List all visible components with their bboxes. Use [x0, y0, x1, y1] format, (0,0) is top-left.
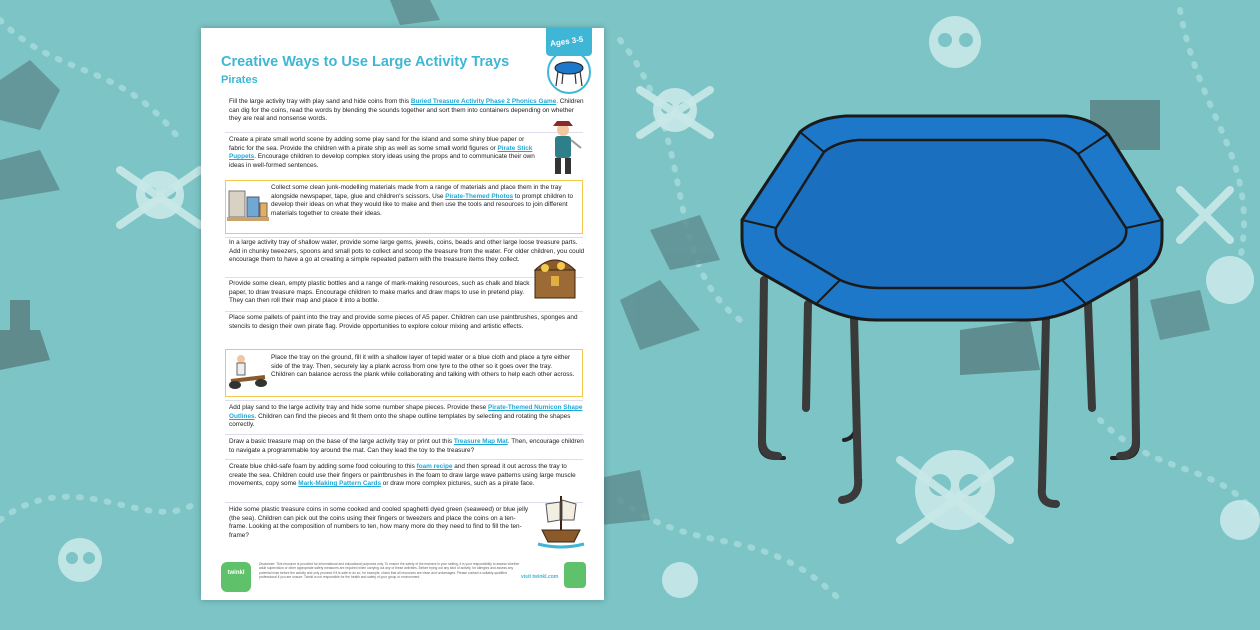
age-label: Ages 3-5	[549, 34, 584, 49]
activity-paragraph-5: Provide some clean, empty plastic bottles and a range of mark-making resources, such as chalk and black paper, to draw treasure maps. Encourage children to make marks and draw maps to use in pretend play. They can then roll their map and place it into a bottle.	[229, 280, 530, 305]
page-title: Creative Ways to Use Large Activity Trays	[221, 54, 510, 70]
numicon-shape-outlines-link[interactable]: Pirate-Themed Numicon Shape Outlines	[229, 404, 583, 420]
treasure-map-mat-link[interactable]: Treasure Map Mat	[453, 438, 508, 445]
page-subtitle: Pirates	[221, 74, 258, 86]
treasure-chest-icon	[531, 250, 579, 306]
activity-paragraph-8: Add play sand to the large activity tray and hide some number shape pieces. Provide these Pirate-Themed Numicon Shape Outlines. Children can find the pieces and fit them onto the shape outline templates by selecting and rotating the shapes correctly.	[229, 404, 583, 429]
pirate-character-icon	[541, 118, 585, 178]
age-badge	[546, 28, 592, 92]
activity-paragraph-4: In a large activity tray of shallow water, provide some large gems, jewels, coins, beads and other large loose treasure parts. Add in chunky tweezers, spoons and small pots to collect and scoop the treasure from the water. For older children, you could encourage them to have a go at creating a simple repeated pattern with the treasure items they collect.	[229, 239, 585, 264]
pirate-themed-photos-link[interactable]: Pirate-Themed Photos	[445, 192, 514, 200]
disclaimer-text: Disclaimer: This resource is provided for informational and educational purposes only. To ensure the safety of the learners in your setting, it is your responsibility to assess whether adult supervision or other appropriate safety measures are required when carrying out any of these activities. Before trying out any kind of activity, for allergies and assess any potential risks before the activity and only proceed if it is safe to do so, for example, check that all resources are clean and undamaged. Please contact a suitably-qualified professional if you are unsure. Twinkl is not responsible for the health and safety of your group or environment.	[259, 562, 520, 580]
activity-sheet-preview	[201, 28, 604, 600]
activity-paragraph-11: Hide some plastic treasure coins in some cooked and cooled spaghetti dyed green (seaweed) or blue jelly (the sea). Children can pick out the coins using their fingers or tweezers and place the coins on a ten-frame. Looking at the composition of numbers to ten, how many more do they need to find to fill the ten-frame?	[229, 506, 529, 539]
activity-paragraph-6: Place some pallets of paint into the tray and provide some pieces of A5 paper. Children can use paintbrushes, sponges and stencils to design their own pirate flag. Provide opportunities to explore colour mixing and artistic effects.	[229, 314, 578, 330]
visit-link[interactable]: visit twinkl.com	[521, 574, 559, 580]
foam-recipe-link[interactable]: foam recipe	[416, 463, 453, 470]
pirate-stick-puppets-link[interactable]: Pirate Stick Puppets	[229, 144, 533, 161]
pirate-ship-icon	[536, 490, 586, 550]
activity-paragraph-2: Create a pirate small world scene by adding some play sand for the island and some shiny blue paper or fabric for the sea. Provide the children with a pirate ship as well as some small world figures or Pirate Stick Puppets. Encourage children to develop complex story ideas using the props and to communicate their own ideas in well-formed sentences.	[229, 136, 535, 169]
document-footer	[201, 558, 604, 600]
activity-paragraph-3: Collect some clean junk-modelling materials made from a range of materials and place them in the tray alongside newspaper, tape, glue and children's scissors. Use Pirate-Themed Photos to prompt children to develop their ideas on what they would like to make and then use the tools and resources to join different materials together to create their ideas.	[271, 184, 574, 217]
activity-paragraph-1: Fill the large activity tray with play sand and hide coins from this Buried Treasure Activity Phase 2 Phonics Game. Children can dig for the coins, read the words by blending the sounds together and sort them into containers depending on whether they are real and nonsense words.	[229, 98, 584, 123]
activity-paragraph-7: Place the tray on the ground, fill it with a shallow layer of tepid water or a blue cloth and place a tyre either side of the tray. Then, securely lay a plank across from one tyre to the other so it goes over the tray. Children can balance across the plank while collaborating and talking with others to help each other across.	[271, 354, 575, 379]
activity-tray-illustration	[736, 108, 1166, 518]
activity-paragraph-10: Create blue child-safe foam by adding some food colouring to this foam recipe and then spread it out across the tray to create the sea. Children could use their fingers or paintbrushes in the foam to draw large wave patterns using large muscle movements, copy some Mark-Making Pattern Cards or draw more complex pictures, such as a pirate face.	[229, 463, 576, 488]
mark-making-pattern-cards-link[interactable]: Mark-Making Pattern Cards	[298, 480, 382, 488]
activity-paragraph-9: Draw a basic treasure map on the base of the large activity tray or print out this Treasure Map Mat. Then, encourage children to navigate a programmable toy around the mat. Can they lead the toy to the treasure?	[229, 438, 584, 454]
twinkl-logo: twinkl	[221, 562, 251, 592]
balancing-plank-icon	[227, 351, 269, 393]
eyfs-badge-icon	[564, 562, 586, 588]
junk-modelling-materials-icon	[227, 183, 269, 223]
buried-treasure-link[interactable]: Buried Treasure Activity Phase 2 Phonics Game	[410, 98, 557, 105]
tray-thumbnail-icon	[547, 50, 591, 94]
